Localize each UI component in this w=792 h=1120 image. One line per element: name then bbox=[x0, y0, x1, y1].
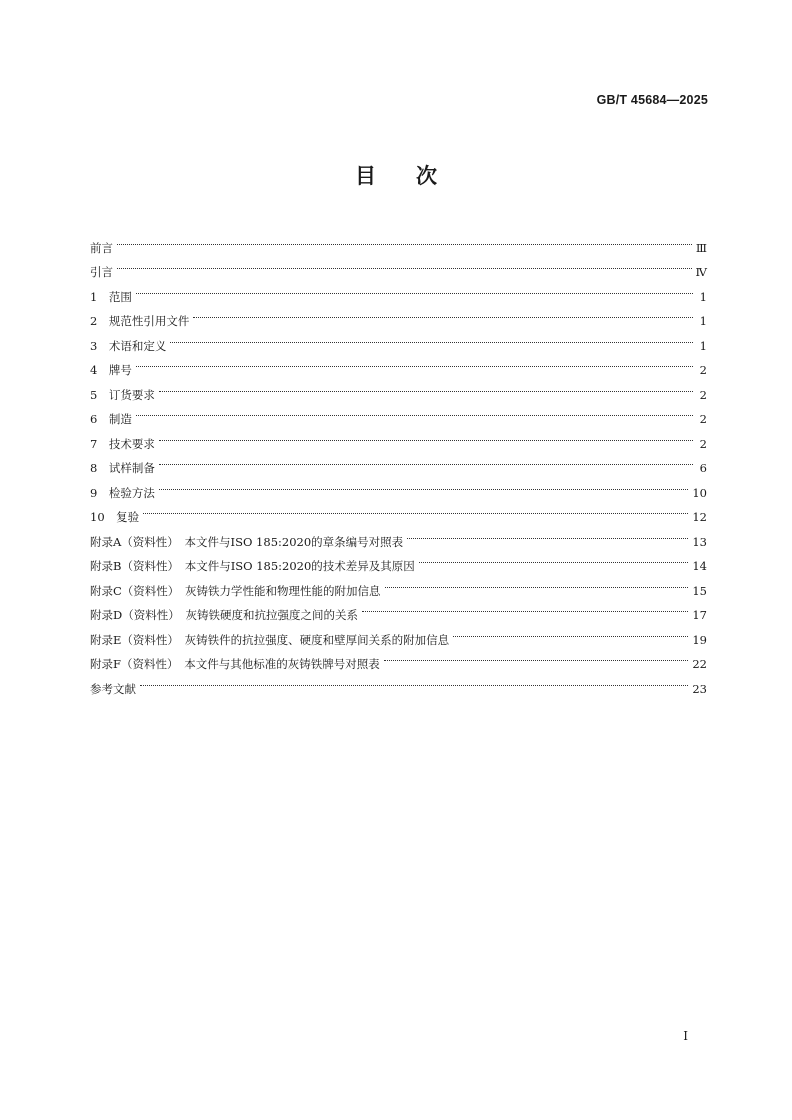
toc-entry-page: 2 bbox=[699, 387, 707, 402]
toc-dot-leader bbox=[385, 570, 689, 595]
toc-dot-leader bbox=[117, 227, 692, 252]
toc-entry-8[interactable] bbox=[90, 448, 707, 473]
toc-entry-label: 2 规范性引用文件 bbox=[90, 314, 190, 328]
toc-entry-3[interactable] bbox=[90, 325, 707, 353]
toc-entry-page: 13 bbox=[692, 534, 707, 549]
toc-entry-label: 附录D（资料性） 灰铸铁硬度和抗拉强度之间的关系 bbox=[90, 608, 358, 622]
toc-dot-leader bbox=[136, 350, 693, 375]
toc-dot-leader bbox=[453, 619, 688, 644]
toc-entry-page: 1 bbox=[699, 314, 707, 328]
toc-dot-leader bbox=[136, 399, 693, 424]
toc-dot-leader bbox=[170, 325, 693, 350]
toc-entry-label: 1 范围 bbox=[90, 289, 132, 304]
toc-entry-label: 附录A（资料性） 本文件与ISO 185:2020的章条编号对照表 bbox=[90, 534, 404, 549]
toc-entry-label: 3 术语和定义 bbox=[90, 338, 167, 353]
toc-entry-4[interactable] bbox=[90, 350, 707, 375]
toc-entry-page: 10 bbox=[692, 485, 707, 500]
toc-dot-leader bbox=[384, 644, 689, 669]
toc-dot-leader bbox=[159, 374, 693, 399]
toc-entry-page: 17 bbox=[692, 608, 707, 622]
toc-entry-5[interactable] bbox=[90, 374, 707, 402]
toc-entry-page: 1 bbox=[699, 338, 707, 353]
toc-entry-label: 参考文献 bbox=[90, 681, 136, 696]
toc-entry-label: 6 制造 bbox=[90, 412, 132, 426]
table-of-contents bbox=[90, 227, 707, 696]
toc-entry-bibliography[interactable] bbox=[90, 668, 707, 696]
toc-entry-page: 2 bbox=[699, 412, 707, 426]
toc-entry-page: Ⅲ bbox=[695, 240, 707, 255]
toc-entry-page: 23 bbox=[692, 681, 707, 696]
toc-entry-7[interactable] bbox=[90, 423, 707, 451]
toc-entry-label: 5 订货要求 bbox=[90, 387, 155, 402]
toc-entry-label: 附录F（资料性） 本文件与其他标准的灰铸铁牌号对照表 bbox=[90, 657, 380, 671]
toc-entry-introduction[interactable] bbox=[90, 252, 707, 277]
toc-dot-leader bbox=[159, 423, 693, 448]
toc-entry-page: 15 bbox=[692, 583, 707, 598]
toc-entry-page: 22 bbox=[692, 657, 707, 671]
toc-dot-leader bbox=[143, 497, 688, 522]
toc-entry-page: 6 bbox=[699, 461, 707, 475]
toc-entry-label: 7 技术要求 bbox=[90, 436, 155, 451]
toc-dot-leader bbox=[159, 448, 693, 473]
toc-dot-leader bbox=[117, 252, 692, 277]
toc-entry-foreword[interactable] bbox=[90, 227, 707, 255]
toc-dot-leader bbox=[159, 472, 689, 497]
toc-dot-leader bbox=[362, 595, 688, 620]
toc-dot-leader bbox=[136, 276, 693, 301]
toc-entry-label: 附录E（资料性） 灰铸铁件的抗拉强度、硬度和壁厚间关系的附加信息 bbox=[90, 632, 450, 647]
toc-entry-label: 前言 bbox=[90, 240, 113, 255]
toc-dot-leader bbox=[193, 301, 693, 326]
toc-entry-annex-a[interactable] bbox=[90, 521, 707, 549]
toc-entry-1[interactable] bbox=[90, 276, 707, 304]
toc-entry-label: 4 牌号 bbox=[90, 363, 132, 377]
toc-entry-label: 10 复验 bbox=[90, 510, 140, 524]
toc-entry-10[interactable] bbox=[90, 497, 707, 522]
page-title: 目次 bbox=[355, 164, 477, 188]
toc-entry-page: Ⅳ bbox=[695, 265, 707, 279]
toc-entry-label: 引言 bbox=[90, 265, 113, 279]
toc-entry-9[interactable] bbox=[90, 472, 707, 500]
toc-entry-label: 附录C（资料性） 灰铸铁力学性能和物理性能的附加信息 bbox=[90, 583, 381, 598]
standard-code: GB/T 45684—2025 bbox=[596, 93, 708, 107]
toc-entry-page: 19 bbox=[692, 632, 707, 647]
toc-entry-label: 附录B（资料性） 本文件与ISO 185:2020的技术差异及其原因 bbox=[90, 559, 415, 573]
toc-entry-label: 9 检验方法 bbox=[90, 485, 155, 500]
toc-entry-2[interactable] bbox=[90, 301, 707, 326]
toc-entry-6[interactable] bbox=[90, 399, 707, 424]
toc-dot-leader bbox=[419, 546, 689, 571]
toc-entry-page: 2 bbox=[699, 363, 707, 377]
toc-entry-page: 1 bbox=[699, 289, 707, 304]
toc-dot-leader bbox=[140, 668, 688, 693]
toc-entry-page: 12 bbox=[692, 510, 707, 524]
page-number: I bbox=[683, 1029, 688, 1043]
toc-entry-label: 8 试样制备 bbox=[90, 461, 155, 475]
toc-entry-page: 14 bbox=[692, 559, 707, 573]
toc-entry-page: 2 bbox=[699, 436, 707, 451]
toc-dot-leader bbox=[407, 521, 688, 546]
